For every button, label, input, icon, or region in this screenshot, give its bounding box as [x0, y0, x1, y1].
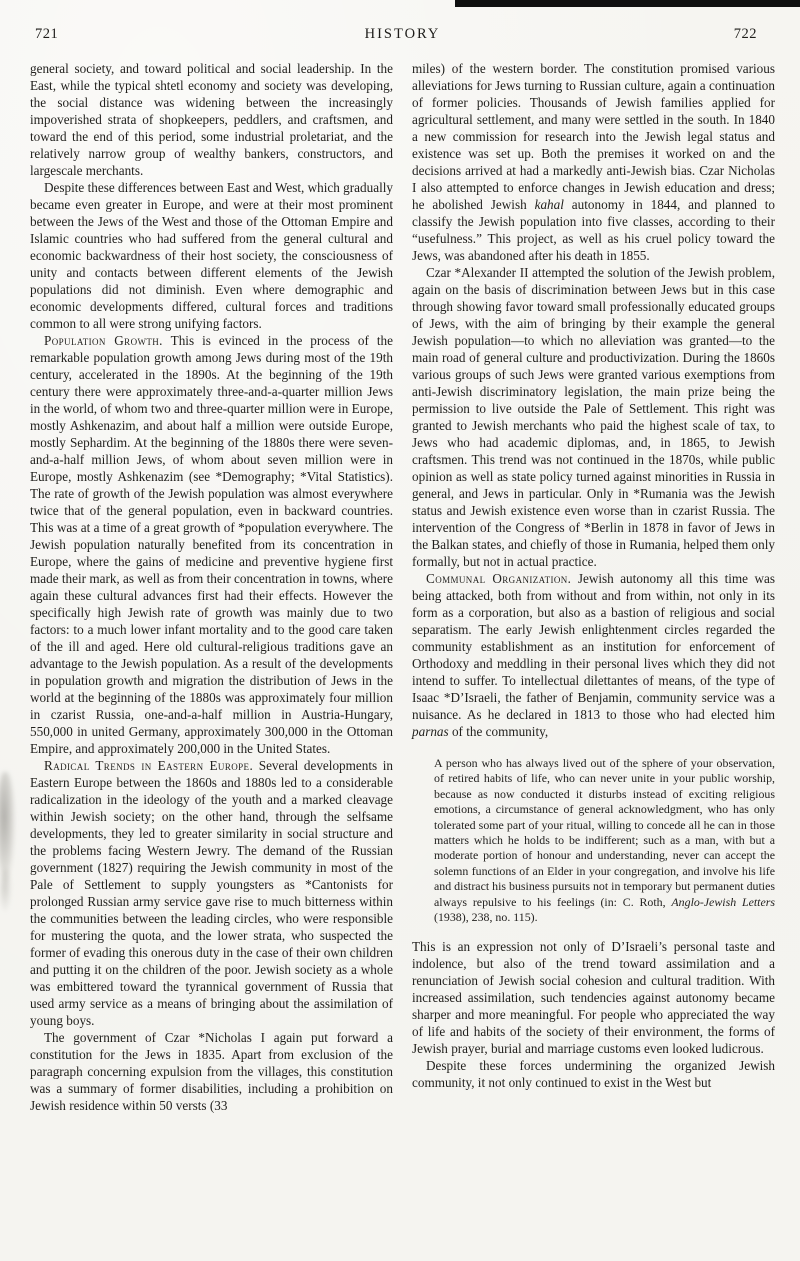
page-header: [30, 26, 775, 46]
text-run: Despite these differences between East and West, which gradually became even greater in Europe, and were at their most prominent between the Jews of the West and those of the Ottoman Empire and Islamic countries who had suffered from the general cultural and economic backwardness of their host society, the consciousness of unity and contacts between different elements of the Jewish populations did not diminish. Even where demographic and economic developments differed, cultural forces and traditions common to all were strong unifying factors.: [30, 180, 393, 331]
scan-artifact-smudge-small: [0, 868, 12, 914]
text-run: Czar *Alexander II attempted the solution of the Jewish problem, again on the basis of discrimination between Jews but in this case through showing favor toward small professionally educated groups of Jews, with the aim of bringing by their example the general Jewish population—to which no alleviation was granted—to the main road of general culture and productivization. During the 1860s various groups of such Jews were granted various exemptions from anti-Jewish discriminatory legislation, the main prize being the permission to live outside the Pale of Settlement. This right was granted to Jewish merchants who paid the highest scale of tax, to Jews who had academic diplomas, and, in 1865, to Jewish craftsmen. This trend was not continued in the 1870s, while public opinion as well as state policy turned against minorities in Russia in general, and Jews in particular. Only in *Rumania was the Jewish status and Jewish existence even worse than in czarist Russia. The intervention of the Congress of *Berlin in 1878 in favor of Jews in the Balkan states, and chiefly of those in Rumania, helped them only formally, but not in actual practice.: [412, 265, 775, 569]
paragraph: [412, 938, 775, 1057]
paragraph: [412, 60, 775, 264]
text-run: This is evinced in the process of the remarkable population growth among Jews during most of the 19th century, accelerated in the 1890s. At the beginning of the 19th century there were approximately three-and-a-quarter million Jews in the world, of whom two and three-quarter million were in Europe, mostly Ashkenazim, and about half a million were outside Europe, mostly Sephardim. At the beginning of the 1880s there were seven-and-a-half million Jews, of whom about seven million were in Europe, mostly Ashkenazim (see *Demography; *Vital Statistics). The rate of growth of the Jewish population was almost everywhere twice that of the general population, even in backward countries. This was at a time of a great growth of *population everywhere. The Jewish population naturally benefited from its concentration in Europe, where the gains of medicine and preventive hygiene first made their mark, as well as from their concentration in towns, where again these cultural advances first had their effects. However the specifically high Jewish rate of growth was mainly due to two factors: to a much lower infant mortality and to the good care taken of the ill and aged. Here old cultural-religious traditions gave an advantage to the Jewish population. As a result of the developments in population growth and migration the distribution of Jews in the world at the beginning of the 1880s was approximately four million in czarist Russia, one-and-a-half million in Austria-Hungary, 550,000 in united Germany, approximately 300,000 in the Ottoman Empire, and approximately 200,000 in the United States.: [30, 333, 393, 756]
text-run: (1938), 238, no. 115).: [434, 910, 538, 925]
paragraph: [30, 1029, 393, 1114]
text-run: autonomy in 1844, and planned to classify the Jewish population into five classes, according to their “usefulness.” This project, as well as his cruel policy toward the Jews, was abandoned after his death in 1855.: [412, 197, 775, 263]
text-run: This is an expression not only of D’Israeli’s personal taste and indolence, but also of the trend toward assimilation and a renunciation of Jewish social cohesion and cultural tradition. With increased assimilation, such tendencies against autonomy became sharper and more meaningful. For people who appreciated the way of life and habits of the society of their environment, the forms of Jewish prayer, burial and marriage customs even looked ludicrous.: [412, 939, 775, 1057]
text-run: A person who has always lived out of the sphere of your observation, of retired habits of life, who can never unite in your public worship, because as now conducted it disturbs instead of exciting religious emotions, a circumstance of general acknowledgment, who has only tolerated some part of your ritual, willing to concede all he can in those matters which he holds to be indifferent; such as a man, with but a moderate portion of honour and understanding, never can accept the solemn functions of an Elder in your congregation, and involve his life and distract his business pursuits not in temporary but permanent duties always repulsive to his feelings (in: C. Roth,: [434, 756, 775, 909]
text-run: kahal: [534, 197, 564, 212]
text-run: parnas: [412, 724, 449, 739]
text-run: Despite these forces undermining the organized Jewish community, it not only continued to exist in the West but: [412, 1058, 775, 1091]
paragraph: [30, 179, 393, 332]
scan-artifact-smudge: [0, 772, 15, 884]
section-heading: Radical Trends in Eastern Europe.: [44, 758, 254, 773]
page-number-left: 721: [35, 26, 59, 42]
text-run: The government of Czar *Nicholas I again put forward a constitution for the Jews in 1835. Apart from exclusion of the paragraph concerning expulsion from the villages, this constitution was a summary of former disabilities, including a prohibition on Jewish residence within 50 versts (33: [30, 1030, 393, 1113]
block-quote: [434, 756, 775, 925]
paragraph: [30, 757, 393, 1029]
text-run: general society, and toward political and social leadership. In the East, while the typical shtetl economy and society was developing, the social distance was widening between the increasingly impoverished strata of shopkeepers, peddlers, and craftsmen, and toward the end of this period, some industrial proletariat, and the relatively narrow group of wealthy bankers, constructors, and largescale merchants.: [30, 61, 393, 178]
paragraph: [412, 1057, 775, 1091]
text-run: Several developments in Eastern Europe between the 1860s and 1880s led to a considerable radicalization in the ideology of the youth and a marked cleavage within Jewish society; on the other hand, through the selfsame developments, they led to greater similarity in social structure and the problems facing Western Jewry. The demand of the Russian government (1827) requiring the Jewish community in most of the Pale of Settlement to supply youngsters as *Cantonists for prolonged Russian army service gave rise to much bitterness within the communities between the leading circles, who were responsible for mustering the quota, and the lower strata, who suspected the former of evading this onerous duty in the case of their own children and putting it on the children of the poor. Jewish society as a whole was embittered toward the tyrannical government of Russia that used army service as a means of bringing about the assimilation of young boys.: [30, 758, 393, 1028]
text-run: Jewish autonomy all this time was being attacked, both from without and from within, not only in its form as a corporation, but also as a bastion of religious and social separatism. The early Jewish enlightenment circles regarded the community establishment as an institution for enforcement of Orthodoxy and meddling in their personal lives which they did not intend to suffer. To intellectual dilettantes of means, of the type of Isaac *D’Israeli, the father of Benjamin, community service was a nuisance. As he declared in 1813 to those who had elected him: [412, 571, 775, 722]
text-column-left: [30, 60, 393, 1255]
paragraph: [30, 332, 393, 757]
section-heading: Population Growth.: [44, 333, 163, 348]
scan-artifact-bar: [455, 0, 800, 7]
text-columns: [30, 60, 775, 1255]
text-column-right: [412, 60, 775, 1255]
text-run: miles) of the western border. The constitution promised various alleviations for Jews turning to Russian culture, again a continuation of former policies. Thousands of Jewish families applied for agricultural settlement, and many were settled in the south. In 1840 a new commission for research into the Jewish legal status and existence was set up. Both the premises it worked on and the decisions arrived at had a markedly anti-Jewish bias. Czar Nicholas I also attempted to enforce changes in Jewish education and dress; he abolished Jewish: [412, 61, 775, 212]
paragraph: [412, 264, 775, 570]
page-number-right: 722: [733, 26, 757, 42]
section-heading: Communal Organization.: [426, 571, 572, 586]
text-run: Anglo-Jewish Letters: [671, 894, 775, 909]
paragraph: [30, 60, 393, 179]
page-title: HISTORY: [364, 26, 441, 42]
paragraph: [412, 570, 775, 740]
text-run: of the community,: [448, 724, 549, 739]
